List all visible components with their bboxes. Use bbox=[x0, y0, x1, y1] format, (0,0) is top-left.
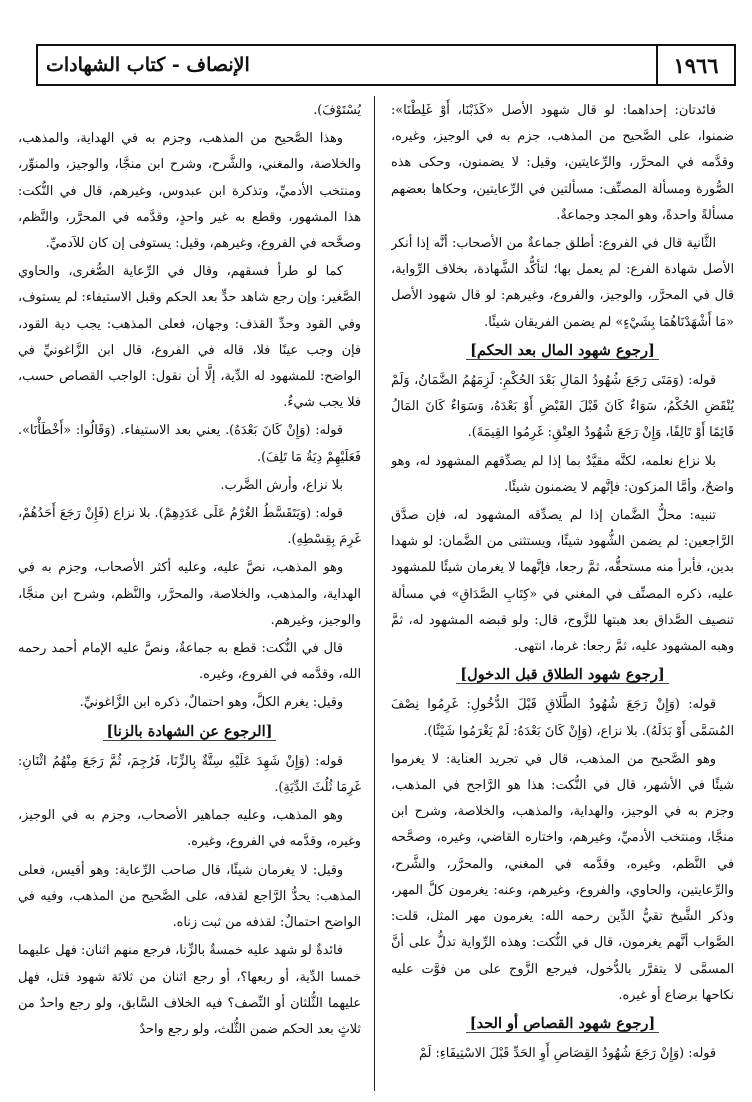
paragraph: بلا نزاع نعلمه، لكنَّه مقيَّدٌ بما إذا لم يصدِّقهم المشهود له، وهو واضحٌ، وأمَّا المزكون: فإنَّهم لا يضمنون شيئًا. bbox=[391, 453, 734, 495]
paragraph: قوله: (وَإِنْ كَانَ بَعْدَهُ). يعني بعد الاستيفاء. (وَقَالُوا: «أَخْطَأْنَا». فَعَلَيْهِمْ دِيَةُ مَا تَلِفَ). bbox=[18, 423, 361, 465]
paragraph: فائدتان: إحداهما: لو قال شهود الأصل «كَذَبْنَا، أَوْ غَلِطْنَا»: ضمنوا، على الصَّحيح من المذهب، جزم به في الوجيز، وغيره، وقدَّمه في المحرَّر، والرِّعايتين، وقيل: لا يضمنون، وحكى هذه الصُّورة ومسألة المصنِّف: مسألتين في الرِّعايتين، وحكاها بعضهم مسألةً واحدةً، وهو المجد وجماعةٌ. bbox=[391, 103, 734, 223]
left-column bbox=[18, 98, 361, 1093]
section-heading bbox=[391, 1011, 734, 1037]
right-column bbox=[391, 98, 734, 1093]
paragraph: قوله: (وَيَتَقَسَّطُ الغُرْمُ عَلَى عَدَدِهِمْ). بلا نزاع (فَإِنْ رَجَعَ أَحَدُهُمْ، غَرِمَ بِقِسْطِهِ). bbox=[18, 506, 361, 548]
paragraph: قوله: (وَإِنْ رَجَعَ شُهُودُ الطَّلَاقِ قَبْلَ الدُّخُولِ: غَرِمُوا نِصْفَ المُسَمَّى أَوْ بَدَلَهُ). بلا نزاع، (وَإِنْ كَانَ بَعْدَهُ: لَمْ يَغْرَمُوا شَيْئًا). bbox=[391, 697, 734, 739]
paragraph: قوله: (وَإِنْ رَجَعَ شُهُودُ القِصَاصِ أَوِ الحَدِّ قَبْلَ الاسْتِيفَاءِ: لَمْ bbox=[418, 1046, 716, 1062]
paragraph: قوله: (وَإِنْ شَهِدَ عَلَيْهِ سِتَّةٌ بِالزِّنَا، فَرُجِمَ، ثُمَّ رَجَعَ مِنْهُمُ اثْنَانِ: غَرِمَا ثُلُثَ الدِّيَةِ). bbox=[18, 753, 361, 796]
paragraph: وقيل: يغرم الكلَّ، وهو احتمالٌ، ذكره ابن الزَّاغونيِّ. bbox=[79, 695, 343, 711]
paragraph: قال في النُّكت: قطع به جماعةٌ، ونصَّ عليه الإمام أحمد رحمه الله، وقدَّمه في الفروع، وغيره. bbox=[18, 641, 361, 683]
page-header bbox=[36, 44, 736, 86]
paragraph: وهو المذهب، وعليه جماهير الأصحاب، وجزم به في الوجيز، وغيره، وقدَّمه في الفروع، وغيره. bbox=[18, 808, 361, 850]
paragraph: قوله: (وَمَتَى رَجَعَ شُهُودُ المَالِ بَعْدَ الحُكْمِ: لَزِمَهُمُ الضَّمَانُ، وَلَمْ يُنْقَضِ الحُكْمُ، سَوَاءٌ كَانَ قَبْلَ القَبْضِ أَوْ بَعْدَهُ، وَسَوَاءٌ كَانَ المَالُ قَائِمًا أَوْ تَالِفًا، وَإِنْ رَجَعَ شُهُودُ العِتْقِ: غَرِمُوا القِيمَةَ). bbox=[391, 373, 734, 441]
paragraph: وقيل: لا يغرمان شيئًا، قال صاحب الرِّعاية: وهو أقيس، فعلى المذهب: يحدُّ الرَّاجع لقذفه، على الصَّحيح من المذهب، وفيه في الواضح احتمالٌ: لقذفه من ثبت زناه. bbox=[18, 862, 361, 931]
section-heading bbox=[18, 719, 361, 745]
section-heading bbox=[391, 338, 734, 364]
section-heading-text: [رجوع شهود القصاص أو الحد] bbox=[466, 1015, 660, 1033]
section-heading bbox=[391, 662, 734, 688]
paragraph: يُسْتَوْفَ). bbox=[313, 103, 361, 118]
paragraph: وهو الصَّحيح من المذهب، قال في تجريد العناية: لا يغرموا شيئًا في الأشهر، قال في النُّكت: هذا هو الرَّاجح في المذهب، وجزم به في الوجيز، والهداية، والمذهب، والخلاصة، وشرح ابن منجَّا، ومنتخب الأدميِّ، وغيرهم، واختاره القاضي، وغيره، وصحَّحه في النَّظم، وغيره، وقدَّمه في المغني، والمحرَّر، والشَّرح، والرِّعايتين، والحاوي، والفروع، وغيرهم، وعنه: يغرمون كلَّ المهر، وذكر الشَّيخ تقيُّ الدِّين رحمه الله: يغرمون مهر المثل، قلت: الصَّواب أنَّهم يغرمون، قال في النُّكت: وهذه الرِّواية تدلُّ على أنَّ المسمَّى لا يتقرَّر بالدُّخول، فيرجع الزَّوج على من فوَّت عليه نكاحها برضاع أو غيره. bbox=[391, 751, 734, 1003]
paragraph: كما لو طرأ فسقهم، وقال في الرِّعاية الصُّغرى، والحاوي الصَّغير: وإن رجع شاهد حدٍّ بعد الحكم وقبل الاستيفاء: لم يستوف، وفي القود وحدِّ القذف: وجهان، فعلى المذهب: يجب دية القود، فإن وجب عينًا فلا، قاله في الفروع، قال ابن الزَّاغونيِّ في الواضح: للمشهود له الدِّية، إلَّا أن نقول: الواجب القصاص حسب، فلا يجب شيءٌ. bbox=[18, 264, 361, 411]
running-title-text: الإنصاف - كتاب الشهادات bbox=[46, 54, 250, 76]
section-heading-text: [رجوع شهود الطلاق قبل الدخول] bbox=[456, 666, 668, 684]
section-heading-text: [رجوع شهود المال بعد الحكم] bbox=[466, 342, 659, 360]
paragraph: الثَّانية قال في الفروع: أطلق جماعةٌ من الأصحاب: أنَّه إذا أنكر الأصل شهادة الفرع: لم يعمل بها؛ لتأكُّد الشَّهادة، بخلاف الرِّواية، قال في المحرَّر، والوجيز، والفروع، وغيرهم: لو قال شهود الأصل «مَا أَشْهَدْنَاهُمَا بِشَيْءٍ» لم يضمن الفريقان شيئًا. bbox=[391, 236, 734, 330]
paragraph: وهو المذهب، نصَّ عليه، وعليه أكثر الأصحاب، وجزم به في الهداية، والمذهب، والخلاصة، والمحرَّر، والنَّظم، وشرح ابن منجَّا، والوجيز، وغيرهم. bbox=[18, 560, 361, 628]
page-number: ١٩٦٦ bbox=[656, 46, 734, 84]
paragraph: وهذا الصَّحيح من المذهب، وجزم به في الهداية، والمذهب، والخلاصة، والمغني، والشَّرح، وشرح ابن منجَّا، والوجيز، والمنوِّر، ومنتخب الأدميِّ، وتذكرة ابن عبدوس، وغيرهم، قال في النُّكت: هذا المشهور، وقطع به غير واحدٍ، وقدَّمه في المحرَّر، والنَّظم، وصحَّحه في الفروع، وغيرهم، وقيل: يستوفى إن كان للآدميِّ. bbox=[18, 131, 361, 252]
paragraph: فائدةٌ لو شهد عليه خمسةٌ بالزِّنا، فرجع منهم اثنان: فهل عليهما خمسا الدِّية، أو ربعها؟، أو رجع اثنان من ثلاثة شهود قتل، فهل عليهما الثُّلثان أو النِّصف؟ فيه الخلاف السَّابق، ولو رجع واحدٌ من ثلاثٍ بعد الحكم ضمن الثُّلث، ولو رجع واحدٌ bbox=[18, 943, 361, 1037]
paragraph: تنبيه: محلُّ الضَّمان إذا لم يصدِّقه المشهود له، فإن صدَّق الرَّاجعين: لم يضمن الشُّهود شيئًا، ويستثنى من الضَّمان: لو شهدا بدين، فأبرأ منه مستحقُّه، ثمَّ رجعا، فإنَّهما لا يغرمان شيئًا للمشهود عليه، ذكره المصنِّف في المغني في «كِتَابِ الصَّدَاقِ» في مسألة تنصيف الصَّداق بعد هبتها للزَّوج، قال: ولو قبضه المشهود له، ثمَّ وهبه المشهود عليه، ثمَّ رجعا: غرما، انتهى. bbox=[391, 508, 734, 655]
column-divider bbox=[374, 96, 375, 1091]
paragraph: بلا نزاع، وأرش الضَّرب. bbox=[220, 477, 343, 493]
running-title bbox=[46, 46, 654, 84]
section-heading-text: [الرجوع عن الشهادة بالزنا] bbox=[103, 723, 277, 741]
